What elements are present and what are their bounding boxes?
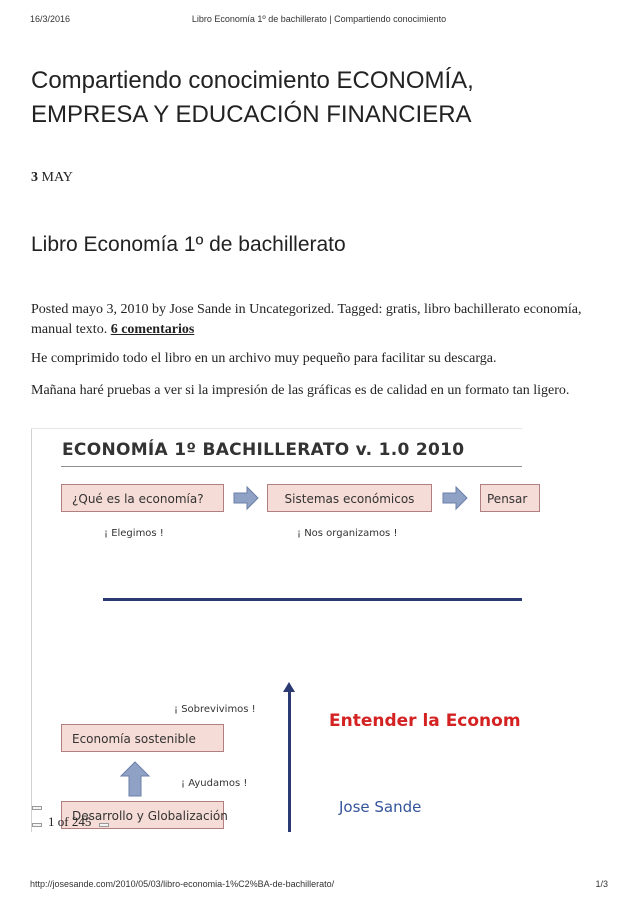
slideshow-embed[interactable] <box>31 428 528 832</box>
comments-link[interactable]: 6 comentarios <box>110 322 195 337</box>
slide-label-sobrevivimos: ¡ Sobrevivimos ! <box>174 704 256 715</box>
fullscreen-button[interactable] <box>32 806 42 810</box>
print-page-title: Libro Economía 1º de bachillerato | Compartiendo conocimiento <box>191 14 447 24</box>
slide-counter: 1 of 245 <box>48 814 92 829</box>
slide-divider <box>61 466 522 467</box>
print-date: 16/3/2016 <box>30 14 71 24</box>
print-url: http://josesande.com/2010/05/03/libro-economia-1%C2%BA-de-bachillerato/ <box>30 879 335 889</box>
right-arrow-icon <box>234 487 258 509</box>
post-meta-text: Posted mayo 3, 2010 by Jose Sande in Uncategorized. Tagged: gratis, libro bachillerato economía, manual texto. <box>31 302 582 337</box>
slide-box-sostenible: Economía sostenible <box>61 724 224 752</box>
slide-label-organizamos: ¡ Nos organizamos ! <box>297 528 398 539</box>
site-title-line2: EMPRESA Y EDUCACIÓN FINANCIERA <box>31 101 472 128</box>
post-date <box>31 170 73 186</box>
slide-box-que-es: ¿Qué es la economía? <box>61 484 224 512</box>
slide-vertical-line <box>288 691 291 832</box>
post-paragraph-2: Mañana haré pruebas a ver si la impresión de las gráficas es de calidad en un formato tan ligero. <box>31 383 570 398</box>
post-title[interactable]: Libro Economía 1º de bachillerato <box>31 233 346 256</box>
prev-slide-button[interactable] <box>32 823 42 827</box>
slide-author: Jose Sande <box>339 798 422 816</box>
site-title-line1: Compartiendo conocimiento ECONOMÍA, <box>31 67 474 94</box>
post-meta <box>31 300 601 340</box>
post-date-day: 3 <box>31 170 38 185</box>
site-title[interactable] <box>31 64 591 132</box>
next-slide-button[interactable] <box>99 823 109 827</box>
right-arrow-icon <box>443 487 467 509</box>
slide-label-ayudamos: ¡ Ayudamos ! <box>181 778 248 789</box>
slide-box-desarrollo: Desarrollo y Globalización <box>61 801 224 829</box>
slideshow-controls <box>31 806 131 832</box>
slide-box-pensar: Pensar <box>480 484 540 512</box>
slide-big-title: Entender la Econom <box>329 711 521 731</box>
slide-header: ECONOMÍA 1º BACHILLERATO v. 1.0 2010 <box>62 440 465 460</box>
print-page-number: 1/3 <box>595 879 608 889</box>
post-date-month: MAY <box>41 170 73 185</box>
slide-horizontal-line <box>103 598 522 601</box>
slide-label-elegimos: ¡ Elegimos ! <box>104 528 164 539</box>
slide-box-sistemas: Sistemas económicos <box>267 484 432 512</box>
up-arrow-icon <box>121 762 149 796</box>
print-header <box>30 14 608 26</box>
post-paragraph-1: He comprimido todo el libro en un archivo muy pequeño para facilitar su descarga. <box>31 351 497 366</box>
print-footer <box>30 879 608 891</box>
